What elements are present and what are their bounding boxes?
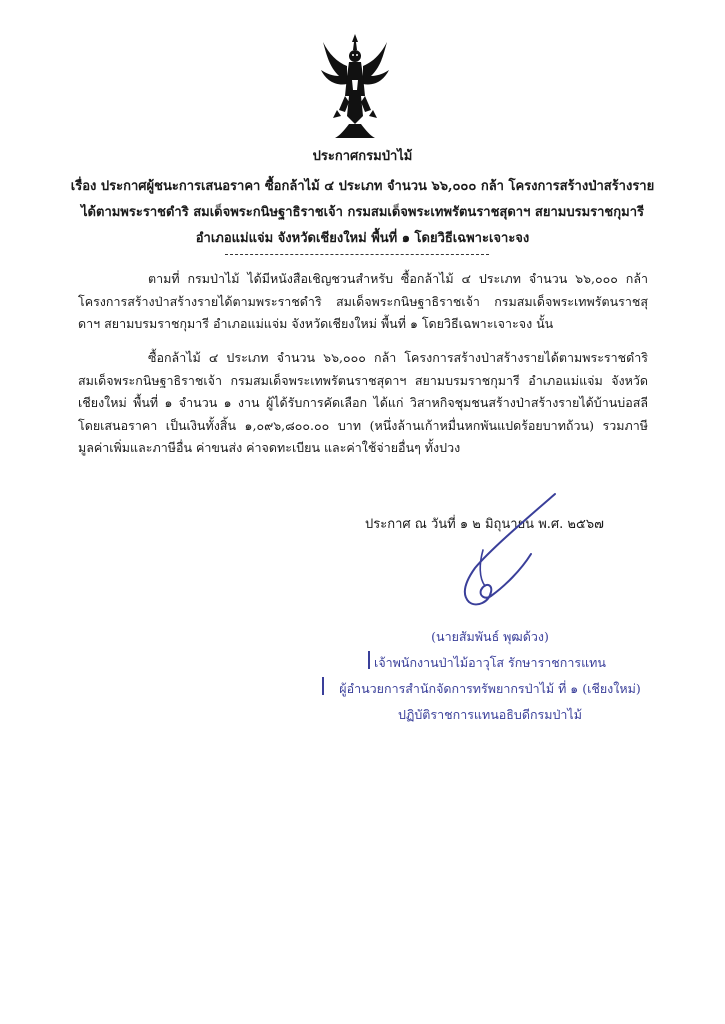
separator-line <box>225 254 489 255</box>
body-paragraph-2: ซื้อกล้าไม้ ๔ ประเภท จำนวน ๖๖,๐๐๐ กล้า โครงการสร้างป่าสร้างรายได้ตามพระราชดำริ สมเด็จพระกนิษฐาธิราชเจ้า กรมสมเด็จพระเทพรัตนราชสุดาฯ สยามบรมราชกุมารี อำเภอแม่แจ่ม จังหวัดเชียงใหม่ พื้นที่ ๑ จำนวน ๑ งาน ผู้ได้รับการคัดเลือก ได้แก่ วิสาหกิจชุมชนสร้างป่าสร้างรายได้บ้านบ่อสลี โดยเสนอราคา เป็นเงินทั้งสิ้น ๑,๐๙๖,๘๐๐.๐๐ บาท (หนึ่งล้านเก้าหมื่นหกพันแปดร้อยบาทถ้วน) รวมภาษีมูลค่าเพิ่มและภาษีอื่น ค่าขนส่ง ค่าจดทะเบียน และค่าใช้จ่ายอื่นๆ ทั้งปวง <box>78 350 648 455</box>
garuda-emblem-icon <box>319 32 391 140</box>
signatory-position-2: ผู้อำนวยการสำนักจัดการทรัพยากรป่าไม้ ที่ ๑ (เชียงใหม่) <box>339 681 641 696</box>
signatory-name: (นายสัมพันธ์ พุฒด้วง) <box>431 629 549 644</box>
correction-mark <box>322 677 324 695</box>
signatory-position-1: เจ้าพนักงานป่าไม้อาวุโส รักษาราชการแทน <box>374 655 606 670</box>
document-agency-title: ประกาศกรมป่าไม้ <box>312 149 413 164</box>
body-paragraph-1: ตามที่ กรมป่าไม้ ได้มีหนังสือเชิญชวนสำหรับ ซื้อกล้าไม้ ๔ ประเภท จำนวน ๖๖,๐๐๐ กล้า โครงการสร้างป่าสร้างรายได้ตามพระราชดำริ สมเด็จพระกนิษฐาธิราชเจ้า กรมสมเด็จพระเทพรัตนราชสุดาฯ สยามบรมราชกุมารี อำเภอแม่แจ่ม จังหวัดเชียงใหม่ พื้นที่ ๑ โดยวิธีเฉพาะเจาะจง นั้น <box>78 271 648 331</box>
document-subject: เรื่อง ประกาศผู้ชนะการเสนอราคา ซื้อกล้าไม้ ๔ ประเภท จำนวน ๖๖,๐๐๐ กล้า โครงการสร้างป่าสร้างรายได้ตามพระราชดำริ สมเด็จพระกนิษฐาธิราชเจ้า กรมสมเด็จพระเทพรัตนราชสุดาฯ สยามบรมราชกุมารี อำเภอแม่แจ่ม จังหวัดเชียงใหม่ พื้นที่ ๑ โดยวิธีเฉพาะเจาะจง <box>70 179 655 246</box>
correction-mark <box>368 651 370 669</box>
handwritten-signature <box>445 490 560 610</box>
signatory-position-3: ปฏิบัติราชการแทนอธิบดีกรมป่าไม้ <box>398 707 582 722</box>
announcement-date: ประกาศ ณ วันที่ ๑ ๒ มิถุนายน พ.ศ. ๒๕๖๗ <box>365 517 604 532</box>
